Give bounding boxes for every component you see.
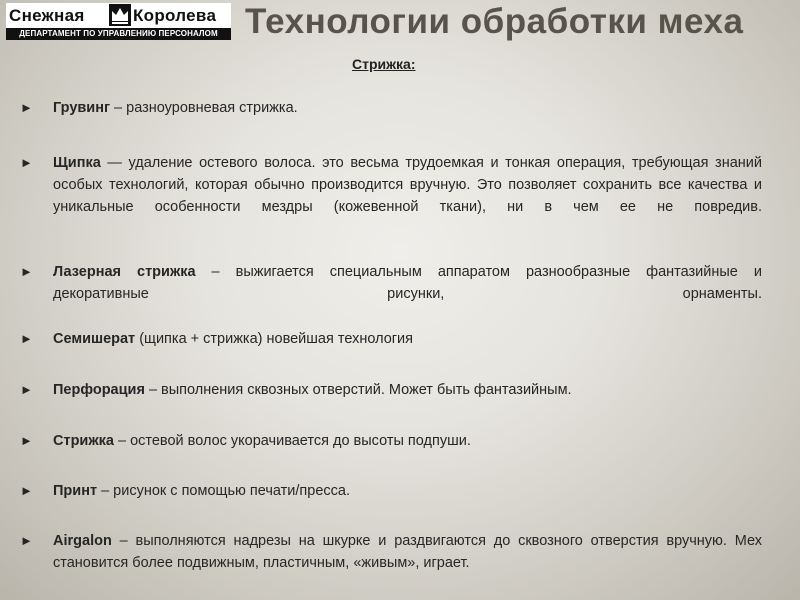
bullet-arrow-icon: ►	[20, 433, 33, 448]
section-subtitle: Стрижка:	[352, 56, 416, 72]
bullet-arrow-icon: ►	[20, 264, 33, 279]
bullet-arrow-icon: ►	[20, 533, 33, 548]
logo-name-bar	[6, 3, 231, 28]
item-term: Принт	[53, 483, 98, 499]
slide-title: Технологии обработки меха	[245, 2, 744, 41]
list-item	[20, 152, 762, 218]
list-item	[20, 97, 762, 119]
list-item	[20, 430, 762, 452]
logo-department: ДЕПАРТАМЕНТ ПО УПРАВЛЕНИЮ ПЕРСОНАЛОМ	[6, 28, 231, 40]
item-description: (щипка + стрижка) новейшая технология	[135, 331, 414, 347]
item-description: – выжигается специальным аппаратом разнообразные фантазийные и декоративные рисунки, орнаменты.	[53, 264, 762, 302]
item-description: — удаление остевого волоса. это весьма трудоемкая и тонкая операция, требующая знаний особых технологий, которая обычно производится вручную. Это позволяет сохранить все качества и уникальные особенности мездры (кожевенной ткани), ни в чем ее не повредив.	[53, 155, 762, 215]
item-description: – выполнения сквозных отверстий. Может быть фантазийным.	[144, 382, 572, 398]
crown-icon	[109, 4, 131, 26]
bullet-arrow-icon: ►	[20, 331, 33, 346]
logo-name-left: Снежная	[9, 6, 85, 25]
item-description: – остевой волос укорачивается до высоты подпуши.	[113, 433, 471, 449]
item-term: Грувинг	[53, 100, 111, 116]
bullet-arrow-icon: ►	[20, 483, 33, 498]
bullet-arrow-icon: ►	[20, 155, 33, 170]
item-description: – разноуровневая стрижка.	[110, 100, 298, 116]
item-description: – выполняются надрезы на шкурке и раздвигаются до сквозного отверстия вручную. Мех становится более подвижным, пластичным, «живым», играет.	[53, 533, 762, 571]
company-logo	[6, 3, 231, 40]
item-term: Лазерная стрижка	[53, 264, 196, 280]
list-item	[20, 379, 762, 401]
list-item	[20, 261, 762, 305]
item-description: – рисунок с помощью печати/пресса.	[97, 483, 350, 499]
item-term: Перфорация	[53, 382, 145, 398]
item-term: Airgalon	[53, 533, 112, 549]
item-term: Семишерат	[53, 331, 136, 347]
item-term: Щипка	[53, 155, 101, 171]
logo-name-right: Королева	[133, 6, 217, 25]
list-item	[20, 328, 762, 350]
list-item	[20, 480, 762, 502]
item-term: Стрижка	[53, 433, 114, 449]
bullet-arrow-icon: ►	[20, 382, 33, 397]
list-item	[20, 530, 762, 574]
bullet-arrow-icon: ►	[20, 100, 33, 115]
